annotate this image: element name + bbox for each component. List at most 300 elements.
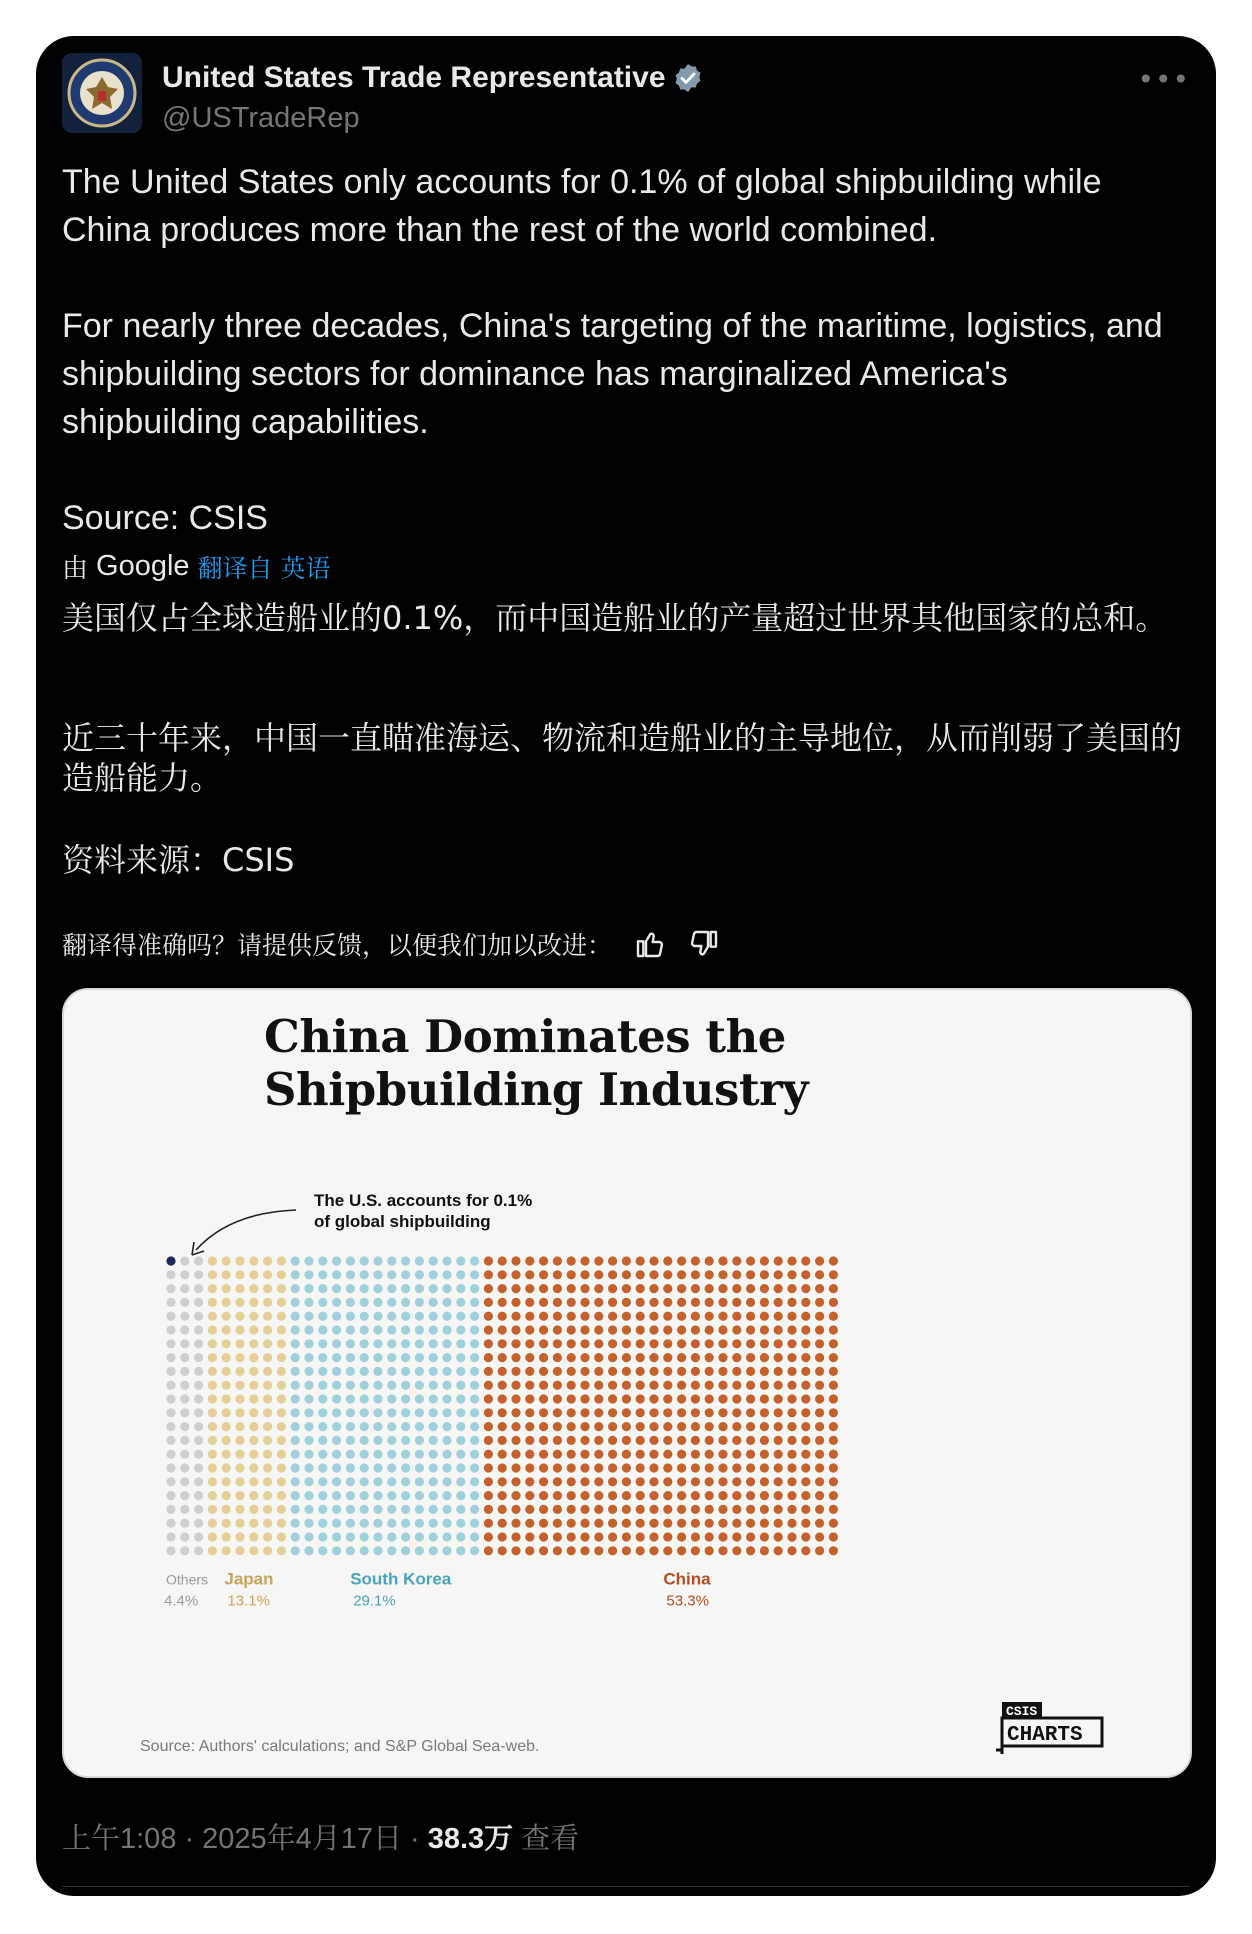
- waffle-dot-china: [760, 1270, 769, 1279]
- waffle-dot-south-korea: [304, 1270, 313, 1279]
- waffle-dot-china: [525, 1270, 534, 1279]
- thumbs-up-icon[interactable]: [634, 928, 666, 960]
- waffle-dot-china: [787, 1408, 796, 1417]
- waffle-dot-china: [622, 1353, 631, 1362]
- waffle-dot-china: [801, 1450, 810, 1459]
- translation-source: 资料来源：CSIS: [62, 841, 295, 879]
- waffle-dot-south-korea: [401, 1408, 410, 1417]
- waffle-dot-china: [484, 1381, 493, 1390]
- waffle-dot-china: [746, 1477, 755, 1486]
- tweet-header: [62, 53, 1190, 133]
- waffle-dot-china: [484, 1450, 493, 1459]
- waffle-dot-south-korea: [387, 1546, 396, 1555]
- waffle-dot-china: [774, 1394, 783, 1403]
- waffle-dot-south-korea: [332, 1450, 341, 1459]
- waffle-dot-china: [539, 1422, 548, 1431]
- account-name[interactable]: United States Trade Representative: [162, 61, 666, 94]
- waffle-dot-china: [732, 1422, 741, 1431]
- waffle-dot-china: [580, 1367, 589, 1376]
- post-paragraph-1: The United States only accounts for 0.1% of global shipbuilding while China produces more than the rest of the world combined.: [62, 163, 1102, 249]
- waffle-dot-south-korea: [318, 1353, 327, 1362]
- waffle-dot-japan: [277, 1450, 286, 1459]
- waffle-dot-china: [511, 1505, 520, 1514]
- waffle-dot-japan: [249, 1477, 258, 1486]
- waffle-dot-china: [649, 1367, 658, 1376]
- waffle-dot-china: [498, 1546, 507, 1555]
- waffle-dot-south-korea: [401, 1450, 410, 1459]
- waffle-dot-china: [691, 1339, 700, 1348]
- waffle-dot-china: [636, 1381, 645, 1390]
- waffle-dot-china: [746, 1546, 755, 1555]
- waffle-dot-china: [567, 1477, 576, 1486]
- chart-annotation-line-2: of global shipbuilding: [314, 1212, 491, 1231]
- waffle-dot-china: [580, 1256, 589, 1265]
- waffle-dot-south-korea: [373, 1491, 382, 1500]
- waffle-dot-japan: [222, 1270, 231, 1279]
- waffle-dot-china: [746, 1284, 755, 1293]
- waffle-dot-china: [649, 1284, 658, 1293]
- waffle-dot-china: [622, 1394, 631, 1403]
- waffle-dot-japan: [263, 1353, 272, 1362]
- waffle-dot-others: [180, 1436, 189, 1445]
- waffle-dot-china: [829, 1339, 838, 1348]
- waffle-dot-china: [787, 1436, 796, 1445]
- waffle-dot-china: [636, 1325, 645, 1334]
- waffle-dot-south-korea: [360, 1505, 369, 1514]
- waffle-dot-japan: [249, 1298, 258, 1307]
- waffle-dot-china: [801, 1381, 810, 1390]
- waffle-dot-south-korea: [470, 1463, 479, 1472]
- waffle-dot-china: [815, 1519, 824, 1528]
- waffle-dot-others: [180, 1325, 189, 1334]
- waffle-dot-china: [815, 1463, 824, 1472]
- waffle-dot-china: [484, 1408, 493, 1417]
- waffle-dot-south-korea: [442, 1312, 451, 1321]
- waffle-dot-japan: [277, 1491, 286, 1500]
- waffle-dot-japan: [263, 1436, 272, 1445]
- waffle-dot-china: [732, 1505, 741, 1514]
- waffle-dot-south-korea: [429, 1463, 438, 1472]
- waffle-dot-china: [801, 1408, 810, 1417]
- waffle-dot-others: [166, 1381, 175, 1390]
- waffle-dot-china: [732, 1394, 741, 1403]
- waffle-dot-japan: [235, 1477, 244, 1486]
- waffle-dot-china: [691, 1381, 700, 1390]
- waffle-dot-china: [718, 1256, 727, 1265]
- waffle-dot-china: [649, 1477, 658, 1486]
- waffle-dot-south-korea: [318, 1546, 327, 1555]
- waffle-dot-others: [194, 1408, 203, 1417]
- waffle-dot-china: [732, 1450, 741, 1459]
- logo-top-text: CSIS: [1006, 1704, 1038, 1719]
- waffle-dot-china: [553, 1532, 562, 1541]
- waffle-dot-others: [194, 1394, 203, 1403]
- waffle-dot-china: [760, 1450, 769, 1459]
- waffle-dot-china: [705, 1284, 714, 1293]
- waffle-dot-china: [608, 1325, 617, 1334]
- waffle-dot-china: [746, 1463, 755, 1472]
- waffle-dot-south-korea: [429, 1394, 438, 1403]
- translation-prefix: 由: [62, 554, 89, 584]
- waffle-dot-japan: [277, 1298, 286, 1307]
- waffle-dot-japan: [235, 1532, 244, 1541]
- waffle-dot-china: [732, 1519, 741, 1528]
- waffle-dot-south-korea: [456, 1381, 465, 1390]
- waffle-dot-china: [539, 1519, 548, 1528]
- waffle-dot-china: [594, 1532, 603, 1541]
- waffle-dot-china: [746, 1519, 755, 1528]
- waffle-dot-others: [180, 1505, 189, 1514]
- waffle-dot-south-korea: [470, 1477, 479, 1486]
- waffle-dot-china: [787, 1284, 796, 1293]
- waffle-dot-south-korea: [304, 1353, 313, 1362]
- waffle-dot-china: [553, 1312, 562, 1321]
- waffle-dot-japan: [249, 1284, 258, 1293]
- translated-from-link[interactable]: 翻译自 英语: [197, 553, 331, 583]
- waffle-dot-china: [567, 1367, 576, 1376]
- waffle-dot-japan: [208, 1367, 217, 1376]
- waffle-dot-japan: [235, 1367, 244, 1376]
- waffle-dot-japan: [235, 1546, 244, 1555]
- waffle-dot-south-korea: [291, 1381, 300, 1390]
- waffle-dot-china: [732, 1270, 741, 1279]
- waffle-dot-south-korea: [456, 1312, 465, 1321]
- waffle-dot-china: [732, 1532, 741, 1541]
- waffle-dot-china: [663, 1381, 672, 1390]
- waffle-dot-japan: [235, 1422, 244, 1431]
- waffle-dot-china: [636, 1367, 645, 1376]
- waffle-dot-china: [732, 1463, 741, 1472]
- waffle-dot-china: [774, 1325, 783, 1334]
- waffle-dot-china: [594, 1284, 603, 1293]
- waffle-dot-others: [180, 1367, 189, 1376]
- waffle-dot-japan: [263, 1463, 272, 1472]
- waffle-dot-china: [525, 1436, 534, 1445]
- waffle-dot-china: [580, 1450, 589, 1459]
- waffle-dot-japan: [222, 1367, 231, 1376]
- waffle-dot-others: [180, 1298, 189, 1307]
- waffle-dot-china: [608, 1353, 617, 1362]
- waffle-dot-others: [166, 1394, 175, 1403]
- waffle-dot-south-korea: [304, 1408, 313, 1417]
- waffle-dot-china: [801, 1532, 810, 1541]
- waffle-dot-south-korea: [346, 1367, 355, 1376]
- waffle-dot-china: [691, 1532, 700, 1541]
- waffle-dot-south-korea: [318, 1381, 327, 1390]
- waffle-dot-south-korea: [401, 1519, 410, 1528]
- waffle-dot-china: [691, 1353, 700, 1362]
- waffle-dot-south-korea: [318, 1325, 327, 1334]
- waffle-dot-others: [166, 1339, 175, 1348]
- waffle-dot-japan: [208, 1532, 217, 1541]
- waffle-dot-others: [194, 1422, 203, 1431]
- waffle-dot-china: [787, 1298, 796, 1307]
- waffle-dot-china: [801, 1256, 810, 1265]
- waffle-dot-china: [677, 1270, 686, 1279]
- waffle-dot-others: [194, 1546, 203, 1555]
- thumbs-down-icon[interactable]: [688, 928, 720, 960]
- views-label: 查看: [521, 1823, 580, 1855]
- waffle-dot-japan: [222, 1491, 231, 1500]
- waffle-dot-south-korea: [401, 1339, 410, 1348]
- waffle-dot-south-korea: [387, 1312, 396, 1321]
- waffle-dot-south-korea: [318, 1312, 327, 1321]
- waffle-dot-south-korea: [442, 1353, 451, 1362]
- waffle-dot-china: [539, 1284, 548, 1293]
- waffle-dot-japan: [249, 1256, 258, 1265]
- waffle-dot-china: [553, 1353, 562, 1362]
- waffle-dot-china: [539, 1436, 548, 1445]
- waffle-dot-south-korea: [332, 1298, 341, 1307]
- waffle-dot-china: [705, 1325, 714, 1334]
- waffle-dot-china: [663, 1463, 672, 1472]
- waffle-dot-south-korea: [456, 1394, 465, 1403]
- waffle-dot-china: [663, 1532, 672, 1541]
- waffle-dot-japan: [222, 1408, 231, 1417]
- waffle-dot-south-korea: [346, 1394, 355, 1403]
- waffle-dot-south-korea: [415, 1381, 424, 1390]
- waffle-dot-south-korea: [429, 1491, 438, 1500]
- waffle-dot-china: [718, 1505, 727, 1514]
- waffle-dot-japan: [222, 1532, 231, 1541]
- waffle-dot-japan: [263, 1298, 272, 1307]
- waffle-dot-japan: [222, 1450, 231, 1459]
- waffle-dot-south-korea: [373, 1256, 382, 1265]
- waffle-dot-south-korea: [332, 1353, 341, 1362]
- waffle-dot-south-korea: [291, 1256, 300, 1265]
- waffle-dot-china: [580, 1270, 589, 1279]
- waffle-dot-china: [774, 1339, 783, 1348]
- more-options-icon[interactable]: •••: [1137, 63, 1190, 96]
- waffle-dot-china: [760, 1325, 769, 1334]
- waffle-dot-south-korea: [415, 1519, 424, 1528]
- waffle-dot-japan: [208, 1408, 217, 1417]
- waffle-dot-south-korea: [346, 1450, 355, 1459]
- waffle-dot-south-korea: [360, 1270, 369, 1279]
- waffle-dot-south-korea: [456, 1546, 465, 1555]
- waffle-dot-south-korea: [318, 1450, 327, 1459]
- waffle-dot-others: [166, 1367, 175, 1376]
- waffle-dot-south-korea: [387, 1339, 396, 1348]
- waffle-dot-china: [636, 1477, 645, 1486]
- waffle-dot-south-korea: [291, 1505, 300, 1514]
- waffle-dot-japan: [277, 1505, 286, 1514]
- waffle-dot-china: [774, 1367, 783, 1376]
- waffle-dot-china: [732, 1436, 741, 1445]
- waffle-dot-china: [525, 1394, 534, 1403]
- waffle-dot-china: [718, 1367, 727, 1376]
- waffle-dot-others: [180, 1519, 189, 1528]
- waffle-dot-japan: [263, 1381, 272, 1390]
- waffle-dot-china: [705, 1394, 714, 1403]
- waffle-dot-china: [829, 1284, 838, 1293]
- avatar[interactable]: [62, 53, 142, 133]
- waffle-dot-japan: [263, 1367, 272, 1376]
- waffle-dot-south-korea: [360, 1519, 369, 1528]
- waffle-dot-china: [801, 1491, 810, 1500]
- waffle-dot-china: [511, 1394, 520, 1403]
- waffle-dot-china: [746, 1505, 755, 1514]
- waffle-dot-south-korea: [332, 1505, 341, 1514]
- waffle-dot-japan: [263, 1408, 272, 1417]
- waffle-dot-south-korea: [387, 1367, 396, 1376]
- waffle-dot-china: [787, 1339, 796, 1348]
- waffle-dot-south-korea: [318, 1519, 327, 1528]
- waffle-dot-china: [594, 1422, 603, 1431]
- waffle-dot-china: [498, 1477, 507, 1486]
- waffle-dot-japan: [222, 1312, 231, 1321]
- separator-dot: ·: [410, 1823, 420, 1855]
- translation-feedback: [62, 926, 720, 962]
- account-handle[interactable]: @USTradeRep: [162, 102, 360, 134]
- waffle-dot-china: [622, 1422, 631, 1431]
- waffle-dot-south-korea: [470, 1298, 479, 1307]
- waffle-dot-south-korea: [360, 1325, 369, 1334]
- waffle-dot-japan: [235, 1312, 244, 1321]
- waffle-dot-others: [166, 1463, 175, 1472]
- waffle-dot-japan: [249, 1339, 258, 1348]
- waffle-dot-japan: [249, 1519, 258, 1528]
- waffle-dot-china: [484, 1422, 493, 1431]
- waffle-dot-china: [691, 1519, 700, 1528]
- waffle-dot-south-korea: [291, 1298, 300, 1307]
- waffle-dot-china: [636, 1491, 645, 1500]
- waffle-dot-south-korea: [373, 1463, 382, 1472]
- waffle-dot-japan: [249, 1546, 258, 1555]
- waffle-dot-japan: [222, 1477, 231, 1486]
- waffle-dot-south-korea: [442, 1394, 451, 1403]
- waffle-dot-south-korea: [456, 1284, 465, 1293]
- waffle-dot-china: [608, 1381, 617, 1390]
- waffle-dot-south-korea: [373, 1450, 382, 1459]
- waffle-dot-china: [567, 1325, 576, 1334]
- waffle-dot-china: [484, 1353, 493, 1362]
- waffle-dot-china: [801, 1339, 810, 1348]
- waffle-dot-china: [705, 1339, 714, 1348]
- waffle-dot-china: [691, 1436, 700, 1445]
- waffle-dot-china: [580, 1436, 589, 1445]
- waffle-dot-south-korea: [373, 1367, 382, 1376]
- waffle-dot-china: [705, 1312, 714, 1321]
- waffle-dot-china: [746, 1339, 755, 1348]
- waffle-dot-china: [553, 1394, 562, 1403]
- waffle-dot-south-korea: [304, 1546, 313, 1555]
- waffle-dot-china: [663, 1256, 672, 1265]
- waffle-dot-china: [774, 1477, 783, 1486]
- waffle-dot-china: [567, 1353, 576, 1362]
- waffle-dot-south-korea: [442, 1436, 451, 1445]
- waffle-dot-china: [760, 1477, 769, 1486]
- waffle-dot-china: [608, 1339, 617, 1348]
- waffle-dot-china: [760, 1519, 769, 1528]
- waffle-dot-south-korea: [360, 1284, 369, 1293]
- waffle-chart: [64, 990, 1192, 1778]
- waffle-dot-china: [663, 1298, 672, 1307]
- waffle-dot-china: [649, 1408, 658, 1417]
- waffle-dot-china: [829, 1450, 838, 1459]
- waffle-dot-china: [567, 1505, 576, 1514]
- waffle-dot-south-korea: [346, 1491, 355, 1500]
- waffle-dot-china: [705, 1381, 714, 1390]
- waffle-dot-china: [567, 1450, 576, 1459]
- waffle-dot-south-korea: [387, 1519, 396, 1528]
- waffle-dot-south-korea: [401, 1422, 410, 1431]
- waffle-dot-china: [511, 1519, 520, 1528]
- waffle-dot-china: [567, 1463, 576, 1472]
- waffle-dot-china: [636, 1270, 645, 1279]
- waffle-dot-china: [760, 1436, 769, 1445]
- waffle-dot-south-korea: [373, 1422, 382, 1431]
- waffle-dot-south-korea: [291, 1353, 300, 1362]
- waffle-dot-south-korea: [387, 1298, 396, 1307]
- waffle-dot-china: [539, 1394, 548, 1403]
- waffle-dot-china: [484, 1270, 493, 1279]
- waffle-dot-china: [484, 1477, 493, 1486]
- waffle-dot-china: [815, 1546, 824, 1555]
- waffle-dot-south-korea: [360, 1353, 369, 1362]
- waffle-dot-south-korea: [332, 1381, 341, 1390]
- waffle-dot-china: [774, 1491, 783, 1500]
- waffle-dot-south-korea: [456, 1339, 465, 1348]
- waffle-dot-china: [636, 1353, 645, 1362]
- waffle-dot-china: [801, 1325, 810, 1334]
- waffle-dot-south-korea: [346, 1270, 355, 1279]
- waffle-dot-china: [608, 1477, 617, 1486]
- translation-paragraph-1: 美国仅占全球造船业的0.1%，而中国造船业的产量超过世界其他国家的总和。: [62, 599, 1168, 637]
- waffle-dot-china: [760, 1256, 769, 1265]
- waffle-dot-china: [649, 1532, 658, 1541]
- waffle-dot-china: [677, 1394, 686, 1403]
- waffle-dot-others: [180, 1381, 189, 1390]
- feedback-prompt: 翻译得准确吗？请提供反馈，以便我们加以改进：: [62, 931, 613, 960]
- waffle-dot-china: [746, 1312, 755, 1321]
- waffle-dot-japan: [249, 1381, 258, 1390]
- waffle-dot-south-korea: [332, 1256, 341, 1265]
- waffle-dot-south-korea: [470, 1532, 479, 1541]
- waffle-dot-south-korea: [291, 1477, 300, 1486]
- waffle-dot-japan: [235, 1408, 244, 1417]
- waffle-dot-japan: [235, 1436, 244, 1445]
- waffle-dot-japan: [249, 1436, 258, 1445]
- waffle-dot-japan: [249, 1505, 258, 1514]
- waffle-dot-china: [732, 1546, 741, 1555]
- waffle-dot-south-korea: [360, 1408, 369, 1417]
- waffle-dot-china: [760, 1532, 769, 1541]
- waffle-dot-china: [718, 1298, 727, 1307]
- waffle-dot-china: [801, 1546, 810, 1555]
- waffle-dot-china: [567, 1532, 576, 1541]
- waffle-dot-south-korea: [456, 1463, 465, 1472]
- waffle-dot-china: [539, 1408, 548, 1417]
- waffle-dot-china: [539, 1312, 548, 1321]
- category-value-south-korea: 29.1%: [353, 1592, 396, 1610]
- waffle-dot-china: [525, 1532, 534, 1541]
- waffle-dot-china: [677, 1381, 686, 1390]
- post-date[interactable]: 2025年4月17日: [202, 1823, 403, 1855]
- waffle-dot-south-korea: [415, 1367, 424, 1376]
- waffle-dot-china: [553, 1270, 562, 1279]
- waffle-dot-china: [718, 1325, 727, 1334]
- waffle-dot-china: [760, 1422, 769, 1431]
- waffle-dot-china: [525, 1312, 534, 1321]
- waffle-dot-china: [553, 1546, 562, 1555]
- waffle-dot-japan: [277, 1284, 286, 1293]
- waffle-dot-south-korea: [387, 1477, 396, 1486]
- waffle-dot-china: [746, 1353, 755, 1362]
- chart-card[interactable]: [62, 988, 1192, 1778]
- post-time[interactable]: 上午1:08: [62, 1823, 177, 1855]
- waffle-dot-china: [691, 1284, 700, 1293]
